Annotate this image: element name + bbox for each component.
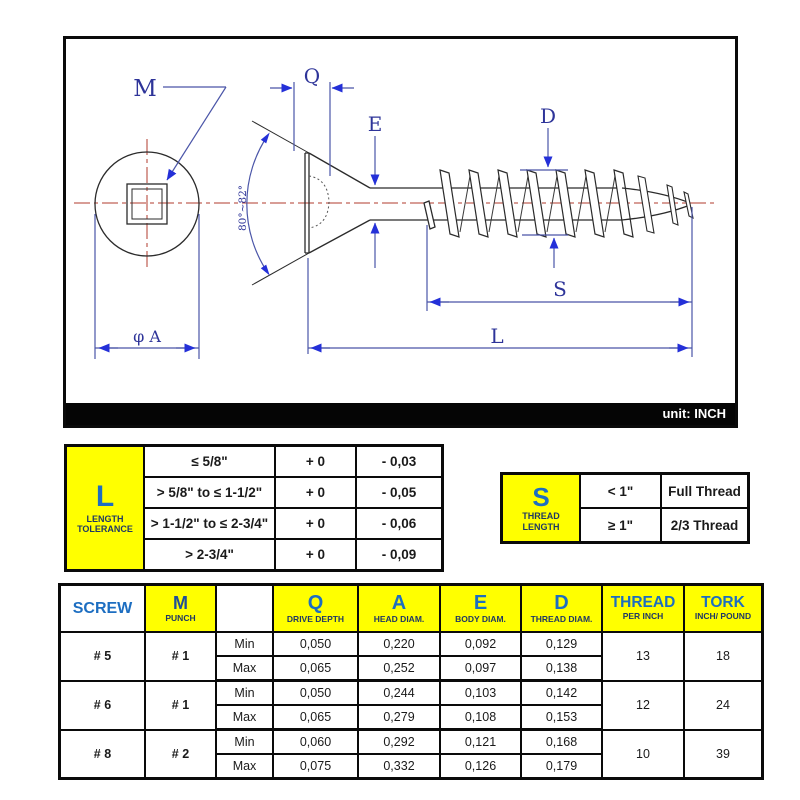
e-min: 0,103 xyxy=(440,681,521,706)
d-min: 0,142 xyxy=(521,681,602,706)
dim-label-e: E xyxy=(367,112,383,136)
thread-per-inch: 10 xyxy=(602,730,684,779)
punch-size: # 1 xyxy=(145,681,216,730)
d-max: 0,179 xyxy=(521,754,602,779)
tolerance-plus: + 0 xyxy=(275,539,356,571)
thread-length-subtitle: THREAD LENGTH xyxy=(522,511,560,532)
tolerance-minus: - 0,03 xyxy=(356,446,443,478)
a-min: 0,220 xyxy=(358,632,440,656)
q-min: 0,050 xyxy=(273,632,358,656)
col-header-minmax xyxy=(216,585,273,633)
arc-arrow-bottom xyxy=(261,265,270,276)
dim-label-m: M xyxy=(133,76,157,102)
col-header-q-drive-depth: Q DRIVE DEPTH xyxy=(273,585,358,633)
arc-arrow-top xyxy=(261,133,270,144)
col-header-m-punch: M PUNCH xyxy=(145,585,216,633)
thread-start xyxy=(424,201,435,229)
length-tolerance-letter: L xyxy=(95,479,115,513)
thread-per-inch: 13 xyxy=(602,632,684,681)
thread-per-inch: 12 xyxy=(602,681,684,730)
screw-size: # 8 xyxy=(60,730,146,779)
technical-drawing-panel xyxy=(63,36,738,428)
e-max: 0,108 xyxy=(440,705,521,730)
dim-label-l: L xyxy=(490,324,504,348)
dim-label-q: Q xyxy=(303,64,321,88)
a-max: 0,332 xyxy=(358,754,440,779)
unit-label: unit: INCH xyxy=(662,406,726,421)
col-header-screw: SCREW xyxy=(60,585,146,633)
col-header-d-thread-diam: D THREAD DIAM. xyxy=(521,585,602,633)
thread-length-letter: S xyxy=(532,482,550,513)
tolerance-plus: + 0 xyxy=(275,477,356,508)
hidden-recess-outline xyxy=(309,176,329,228)
centerlines xyxy=(74,139,714,269)
dim-label-s: S xyxy=(553,277,567,301)
minmax-label: Max xyxy=(216,656,273,681)
q-min: 0,060 xyxy=(273,730,358,755)
e-max: 0,126 xyxy=(440,754,521,779)
q-max: 0,065 xyxy=(273,656,358,681)
length-tolerance-table xyxy=(64,444,444,572)
a-min: 0,244 xyxy=(358,681,440,706)
punch-size: # 2 xyxy=(145,730,216,779)
thread-value: 2/3 Thread xyxy=(661,508,749,543)
d-min: 0,168 xyxy=(521,730,602,755)
minmax-label: Min xyxy=(216,730,273,755)
e-min: 0,092 xyxy=(440,632,521,656)
tolerance-minus: - 0,09 xyxy=(356,539,443,571)
tork-value: 18 xyxy=(684,632,763,681)
dim-label-angle: 80°~82° xyxy=(237,184,249,232)
thread-length-table xyxy=(500,472,750,544)
thread-condition: < 1" xyxy=(580,474,661,509)
d-max: 0,138 xyxy=(521,656,602,681)
col-header-e-body-diam: E BODY DIAM. xyxy=(440,585,521,633)
minmax-label: Min xyxy=(216,632,273,656)
spec-row-5-min xyxy=(60,632,763,656)
minmax-label: Max xyxy=(216,705,273,730)
length-tolerance-header-cell xyxy=(66,446,145,571)
tolerance-minus: - 0,06 xyxy=(356,508,443,539)
q-max: 0,075 xyxy=(273,754,358,779)
tolerance-minus: - 0,05 xyxy=(356,477,443,508)
tolerance-plus: + 0 xyxy=(275,508,356,539)
col-header-thread-per-inch: THREAD PER INCH xyxy=(602,585,684,633)
tolerance-range: > 1-1/2" to ≤ 2-3/4" xyxy=(144,508,275,539)
punch-size: # 1 xyxy=(145,632,216,681)
tolerance-range: ≤ 5/8" xyxy=(144,446,275,478)
point-flights xyxy=(638,176,693,233)
screw-drawing xyxy=(66,39,735,403)
tolerance-range: > 2-3/4" xyxy=(144,539,275,571)
d-min: 0,129 xyxy=(521,632,602,656)
a-max: 0,279 xyxy=(358,705,440,730)
spec-row-6-min xyxy=(60,681,763,706)
unit-bar xyxy=(66,403,735,425)
dim-label-phi-a: φ A xyxy=(133,327,161,346)
q-max: 0,065 xyxy=(273,705,358,730)
spec-row-8-min xyxy=(60,730,763,755)
tolerance-plus: + 0 xyxy=(275,446,356,478)
tork-value: 24 xyxy=(684,681,763,730)
e-min: 0,121 xyxy=(440,730,521,755)
col-header-tork: TORK INCH/ POUND xyxy=(684,585,763,633)
d-max: 0,153 xyxy=(521,705,602,730)
screw-size: # 6 xyxy=(60,681,146,730)
e-max: 0,097 xyxy=(440,656,521,681)
minmax-label: Min xyxy=(216,681,273,706)
tolerance-range: > 5/8" to ≤ 1-1/2" xyxy=(144,477,275,508)
a-max: 0,252 xyxy=(358,656,440,681)
length-tolerance-subtitle: LENGTH TOLERANCE xyxy=(77,513,133,534)
dim-label-d: D xyxy=(539,104,557,128)
screw-spec-table xyxy=(58,583,764,780)
minmax-label: Max xyxy=(216,754,273,779)
thread-condition: ≥ 1" xyxy=(580,508,661,543)
thread-value: Full Thread xyxy=(661,474,749,509)
q-min: 0,050 xyxy=(273,681,358,706)
tork-value: 39 xyxy=(684,730,763,779)
col-header-a-head-diam: A HEAD DIAM. xyxy=(358,585,440,633)
a-min: 0,292 xyxy=(358,730,440,755)
screw-size: # 5 xyxy=(60,632,146,681)
thread-length-header-cell xyxy=(502,474,581,543)
spec-header-row xyxy=(60,585,763,633)
